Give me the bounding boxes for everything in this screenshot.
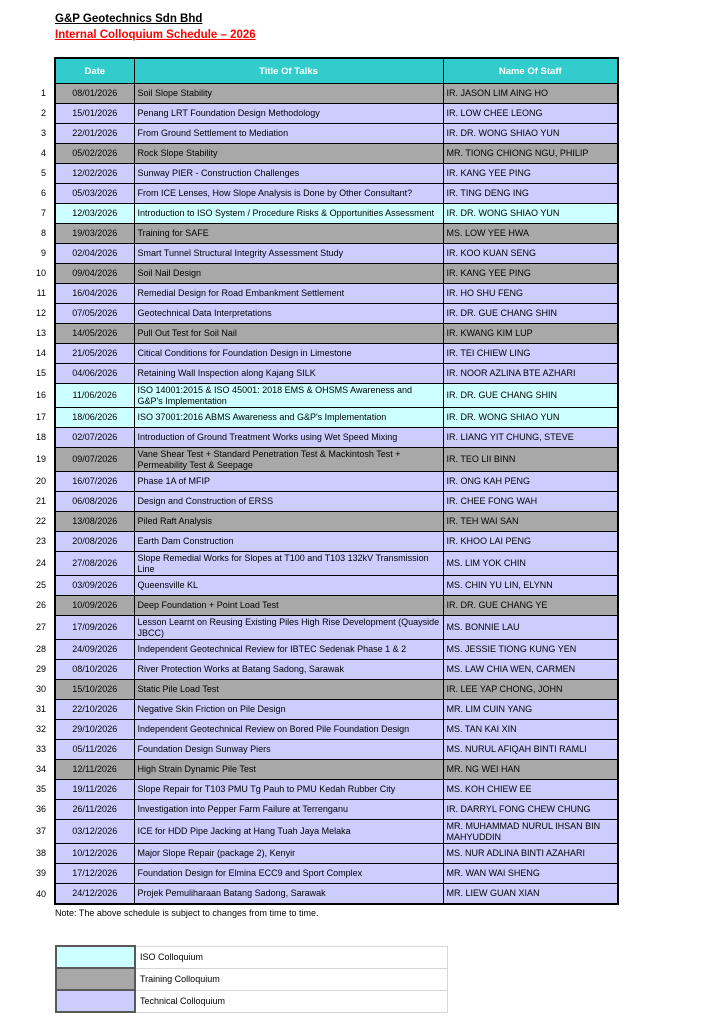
table-row xyxy=(28,244,618,264)
staff-name-cell: IR. JASON LIM AING HO xyxy=(443,84,618,104)
row-number: 30 xyxy=(28,680,55,700)
row-number: 5 xyxy=(28,164,55,184)
row-number: 6 xyxy=(28,184,55,204)
table-row xyxy=(28,364,618,384)
staff-name-cell: IR. DR. WONG SHIAO YUN xyxy=(443,124,618,144)
staff-name-cell: IR. KOO KUAN SENG xyxy=(443,244,618,264)
date-cell: 14/05/2026 xyxy=(55,324,134,344)
date-cell: 12/03/2026 xyxy=(55,204,134,224)
talk-title-cell: From Ground Settlement to Mediation xyxy=(134,124,443,144)
row-number: 9 xyxy=(28,244,55,264)
talk-title-cell: Training for SAFE xyxy=(134,224,443,244)
talk-title-cell: Design and Construction of ERSS xyxy=(134,492,443,512)
talk-title-cell: Foundation Design Sunway Piers xyxy=(134,740,443,760)
date-cell: 15/01/2026 xyxy=(55,104,134,124)
date-cell: 05/02/2026 xyxy=(55,144,134,164)
talk-title-cell: Soil Nail Design xyxy=(134,264,443,284)
table-row xyxy=(28,700,618,720)
company-title: G&P Geotechnics Sdn Bhd xyxy=(55,13,203,25)
row-number: 1 xyxy=(28,84,55,104)
legend-label: Training Colloquium xyxy=(135,968,447,990)
talk-title-cell: Rock Slope Stability xyxy=(134,144,443,164)
row-number: 22 xyxy=(28,512,55,532)
date-cell: 24/12/2026 xyxy=(55,884,134,905)
staff-name-cell: MS. LOW YEE HWA xyxy=(443,224,618,244)
row-number: 2 xyxy=(28,104,55,124)
staff-name-cell: MR. TIONG CHIONG NGU, PHILIP xyxy=(443,144,618,164)
staff-name-cell: MS. JESSIE TIONG KUNG YEN xyxy=(443,640,618,660)
date-cell: 18/06/2026 xyxy=(55,408,134,428)
table-row xyxy=(28,84,618,104)
talk-title-cell: Retaining Wall Inspection along Kajang SILK xyxy=(134,364,443,384)
staff-name-cell: MS. LIM YOK CHIN xyxy=(443,552,618,576)
date-cell: 09/04/2026 xyxy=(55,264,134,284)
date-cell: 29/10/2026 xyxy=(55,720,134,740)
schedule-subtitle: Internal Colloquium Schedule – 2026 xyxy=(55,29,256,41)
staff-name-cell: IR. LEE YAP CHONG, JOHN xyxy=(443,680,618,700)
row-number: 10 xyxy=(28,264,55,284)
staff-name-cell: IR. ONG KAH PENG xyxy=(443,472,618,492)
row-number: 4 xyxy=(28,144,55,164)
date-cell: 21/05/2026 xyxy=(55,344,134,364)
row-number: 31 xyxy=(28,700,55,720)
talk-title-cell: From ICE Lenses, How Slope Analysis is Done by Other Consultant? xyxy=(134,184,443,204)
row-number: 8 xyxy=(28,224,55,244)
date-cell: 19/11/2026 xyxy=(55,780,134,800)
talk-title-cell: Soil Slope Stability xyxy=(134,84,443,104)
table-row xyxy=(28,428,618,448)
date-cell: 27/08/2026 xyxy=(55,552,134,576)
row-number: 27 xyxy=(28,616,55,640)
row-number-header xyxy=(28,58,55,84)
date-cell: 02/07/2026 xyxy=(55,428,134,448)
table-row xyxy=(28,408,618,428)
staff-name-cell: IR. NOOR AZLINA BTE AZHARI xyxy=(443,364,618,384)
table-row xyxy=(28,448,618,472)
table-row xyxy=(28,596,618,616)
talk-title-cell: Citical Conditions for Foundation Design in Limestone xyxy=(134,344,443,364)
date-cell: 03/09/2026 xyxy=(55,576,134,596)
row-number: 39 xyxy=(28,864,55,884)
table-row xyxy=(28,224,618,244)
talk-title-cell: Lesson Learnt on Reusing Existing Piles High Rise Development (Quayside JBCC) xyxy=(134,616,443,640)
table-row xyxy=(28,720,618,740)
row-number: 11 xyxy=(28,284,55,304)
talk-title-cell: Geotechnical Data Interpretations xyxy=(134,304,443,324)
staff-name-cell: MS. LAW CHIA WEN, CARMEN xyxy=(443,660,618,680)
row-number: 38 xyxy=(28,844,55,864)
staff-name-cell: IR. LOW CHEE LEONG xyxy=(443,104,618,124)
date-cell: 02/04/2026 xyxy=(55,244,134,264)
staff-name-cell: IR. KANG YEE PING xyxy=(443,264,618,284)
row-number: 34 xyxy=(28,760,55,780)
table-row xyxy=(28,324,618,344)
talk-title-cell: Slope Repair for T103 PMU Tg Pauh to PMU Kedah Rubber City xyxy=(134,780,443,800)
table-row xyxy=(28,576,618,596)
talk-title-cell: Static Pile Load Test xyxy=(134,680,443,700)
talk-title-cell: Deep Foundation + Point Load Test xyxy=(134,596,443,616)
talk-title-cell: Sunway PIER - Construction Challenges xyxy=(134,164,443,184)
staff-name-cell: IR. DARRYL FONG CHEW CHUNG xyxy=(443,800,618,820)
table-row xyxy=(28,532,618,552)
table-row xyxy=(28,104,618,124)
row-number: 21 xyxy=(28,492,55,512)
row-number: 20 xyxy=(28,472,55,492)
table-row xyxy=(28,884,618,905)
date-cell: 08/10/2026 xyxy=(55,660,134,680)
talk-title-cell: Smart Tunnel Structural Integrity Assessment Study xyxy=(134,244,443,264)
talk-title-cell: River Protection Works at Batang Sadong, Sarawak xyxy=(134,660,443,680)
talk-title-cell: High Strain Dynamic Pile Test xyxy=(134,760,443,780)
talk-title-cell: ISO 14001:2015 & ISO 45001: 2018 EMS & OHSMS Awareness and G&P's Implementation xyxy=(134,384,443,408)
legend-label: ISO Colloquium xyxy=(135,946,447,968)
staff-name-cell: IR. CHEE FONG WAH xyxy=(443,492,618,512)
table-row xyxy=(28,760,618,780)
staff-name-cell: IR. LIANG YIT CHUNG, STEVE xyxy=(443,428,618,448)
date-cell: 05/03/2026 xyxy=(55,184,134,204)
staff-name-cell: IR. HO SHU FENG xyxy=(443,284,618,304)
staff-name-cell: MS. CHIN YU LIN, ELYNN xyxy=(443,576,618,596)
staff-name-cell: IR. DR. GUE CHANG SHIN xyxy=(443,304,618,324)
date-cell: 08/01/2026 xyxy=(55,84,134,104)
row-number: 16 xyxy=(28,384,55,408)
table-row xyxy=(28,800,618,820)
legend-row xyxy=(56,946,447,968)
staff-name-cell: IR. DR. GUE CHANG YE xyxy=(443,596,618,616)
date-cell: 06/08/2026 xyxy=(55,492,134,512)
staff-name-cell: MR. WAN WAI SHENG xyxy=(443,864,618,884)
date-cell: 17/09/2026 xyxy=(55,616,134,640)
date-cell: 12/02/2026 xyxy=(55,164,134,184)
row-number: 18 xyxy=(28,428,55,448)
legend-row xyxy=(56,990,447,1012)
table-row xyxy=(28,124,618,144)
staff-name-cell: MS. BONNIE LAU xyxy=(443,616,618,640)
staff-name-cell: IR. KHOO LAI PENG xyxy=(443,532,618,552)
row-number: 17 xyxy=(28,408,55,428)
staff-name-cell: MS. TAN KAI XIN xyxy=(443,720,618,740)
table-row xyxy=(28,864,618,884)
date-cell: 24/09/2026 xyxy=(55,640,134,660)
date-cell: 03/12/2026 xyxy=(55,820,134,844)
staff-name-cell: IR. DR. WONG SHIAO YUN xyxy=(443,408,618,428)
row-number: 40 xyxy=(28,884,55,905)
legend-color-swatch xyxy=(56,968,135,990)
date-cell: 19/03/2026 xyxy=(55,224,134,244)
date-cell: 13/08/2026 xyxy=(55,512,134,532)
talk-title-cell: Independent Geotechnical Review on Bored Pile Foundation Design xyxy=(134,720,443,740)
table-row xyxy=(28,492,618,512)
row-number: 7 xyxy=(28,204,55,224)
staff-name-cell: MS. NUR ADLINA BINTI AZAHARI xyxy=(443,844,618,864)
staff-name-cell: MR. MUHAMMAD NURUL IHSAN BIN MAHYUDDIN xyxy=(443,820,618,844)
talk-title-cell: Phase 1A of MFIP xyxy=(134,472,443,492)
talk-title-cell: Remedial Design for Road Embankment Settlement xyxy=(134,284,443,304)
schedule-table-body xyxy=(28,84,618,905)
row-number: 37 xyxy=(28,820,55,844)
legend-color-swatch xyxy=(56,990,135,1012)
table-row xyxy=(28,164,618,184)
row-number: 36 xyxy=(28,800,55,820)
date-cell: 16/07/2026 xyxy=(55,472,134,492)
talk-title-cell: Projek Pemuliharaan Batang Sadong, Sarawak xyxy=(134,884,443,905)
talk-title-cell: ISO 37001:2016 ABMS Awareness and G&P's Implementation xyxy=(134,408,443,428)
date-cell: 05/11/2026 xyxy=(55,740,134,760)
table-row xyxy=(28,204,618,224)
date-cell: 04/06/2026 xyxy=(55,364,134,384)
row-number: 13 xyxy=(28,324,55,344)
staff-name-cell: IR. KWANG KIM LUP xyxy=(443,324,618,344)
table-row xyxy=(28,284,618,304)
staff-name-cell: IR. TING DENG ING xyxy=(443,184,618,204)
talk-title-cell: Introduction to ISO System / Procedure Risks & Opportunities Assessment xyxy=(134,204,443,224)
row-number: 3 xyxy=(28,124,55,144)
talk-title-cell: Independent Geotechnical Review for IBTEC Sedenak Phase 1 & 2 xyxy=(134,640,443,660)
staff-name-cell: IR. DR. GUE CHANG SHIN xyxy=(443,384,618,408)
row-number: 33 xyxy=(28,740,55,760)
row-number: 35 xyxy=(28,780,55,800)
table-row xyxy=(28,472,618,492)
staff-name-cell: IR. TEH WAI SAN xyxy=(443,512,618,532)
talk-title-cell: Investigation into Pepper Farm Failure at Terrenganu xyxy=(134,800,443,820)
talk-title-cell: Pull Out Test for Soil Nail xyxy=(134,324,443,344)
col-header-staff: Name Of Staff xyxy=(443,58,618,84)
date-cell: 07/05/2026 xyxy=(55,304,134,324)
row-number: 12 xyxy=(28,304,55,324)
schedule-note: Note: The above schedule is subject to changes from time to time. xyxy=(55,908,319,918)
row-number: 32 xyxy=(28,720,55,740)
talk-title-cell: Foundation Design for Elmina ECC9 and Sport Complex xyxy=(134,864,443,884)
talk-title-cell: Slope Remedial Works for Slopes at T100 and T103 132kV Transmission Line xyxy=(134,552,443,576)
row-number: 29 xyxy=(28,660,55,680)
legend-body xyxy=(56,946,447,1012)
talk-title-cell: Piled Raft Analysis xyxy=(134,512,443,532)
talk-title-cell: Negative Skin Friction on Pile Design xyxy=(134,700,443,720)
table-row xyxy=(28,264,618,284)
row-number: 19 xyxy=(28,448,55,472)
staff-name-cell: MS. NURUL AFIQAH BINTI RAMLI xyxy=(443,740,618,760)
date-cell: 20/08/2026 xyxy=(55,532,134,552)
staff-name-cell: MR. NG WEI HAN xyxy=(443,760,618,780)
table-row xyxy=(28,512,618,532)
table-row xyxy=(28,304,618,324)
table-row xyxy=(28,616,618,640)
schedule-table xyxy=(28,57,619,905)
talk-title-cell: Earth Dam Construction xyxy=(134,532,443,552)
table-row xyxy=(28,844,618,864)
row-number: 15 xyxy=(28,364,55,384)
table-row xyxy=(28,144,618,164)
date-cell: 26/11/2026 xyxy=(55,800,134,820)
legend-row xyxy=(56,968,447,990)
date-cell: 10/09/2026 xyxy=(55,596,134,616)
row-number: 14 xyxy=(28,344,55,364)
talk-title-cell: ICE for HDD Pipe Jacking at Hang Tuah Jaya Melaka xyxy=(134,820,443,844)
table-row xyxy=(28,820,618,844)
staff-name-cell: IR. TEO LII BINN xyxy=(443,448,618,472)
row-number: 24 xyxy=(28,552,55,576)
date-cell: 16/04/2026 xyxy=(55,284,134,304)
staff-name-cell: MR. LIEW GUAN XIAN xyxy=(443,884,618,905)
table-row xyxy=(28,780,618,800)
date-cell: 22/10/2026 xyxy=(55,700,134,720)
header-row xyxy=(28,58,618,84)
staff-name-cell: IR. DR. WONG SHIAO YUN xyxy=(443,204,618,224)
legend xyxy=(55,945,448,1013)
table-row xyxy=(28,680,618,700)
row-number: 23 xyxy=(28,532,55,552)
table-row xyxy=(28,384,618,408)
talk-title-cell: Major Slope Repair (package 2), Kenyir xyxy=(134,844,443,864)
col-header-date: Date xyxy=(55,58,134,84)
date-cell: 12/11/2026 xyxy=(55,760,134,780)
table-row xyxy=(28,740,618,760)
date-cell: 15/10/2026 xyxy=(55,680,134,700)
talk-title-cell: Penang LRT Foundation Design Methodology xyxy=(134,104,443,124)
talk-title-cell: Introduction of Ground Treatment Works using Wet Speed Mixing xyxy=(134,428,443,448)
col-header-title: Title Of Talks xyxy=(134,58,443,84)
date-cell: 09/07/2026 xyxy=(55,448,134,472)
date-cell: 10/12/2026 xyxy=(55,844,134,864)
date-cell: 22/01/2026 xyxy=(55,124,134,144)
table-row xyxy=(28,344,618,364)
talk-title-cell: Vane Shear Test + Standard Penetration Test & Mackintosh Test + Permeability Test & Seepage xyxy=(134,448,443,472)
table-row xyxy=(28,640,618,660)
row-number: 26 xyxy=(28,596,55,616)
table-row xyxy=(28,184,618,204)
table-row xyxy=(28,660,618,680)
row-number: 25 xyxy=(28,576,55,596)
staff-name-cell: IR. KANG YEE PING xyxy=(443,164,618,184)
row-number: 28 xyxy=(28,640,55,660)
schedule-table-header xyxy=(28,58,618,84)
document-header xyxy=(0,0,728,43)
staff-name-cell: MR. LIM CUIN YANG xyxy=(443,700,618,720)
table-row xyxy=(28,552,618,576)
date-cell: 11/06/2026 xyxy=(55,384,134,408)
talk-title-cell: Queensville KL xyxy=(134,576,443,596)
staff-name-cell: IR. TEI CHIEW LING xyxy=(443,344,618,364)
legend-color-swatch xyxy=(56,946,135,968)
staff-name-cell: MS. KOH CHIEW EE xyxy=(443,780,618,800)
legend-label: Technical Colloquium xyxy=(135,990,447,1012)
date-cell: 17/12/2026 xyxy=(55,864,134,884)
